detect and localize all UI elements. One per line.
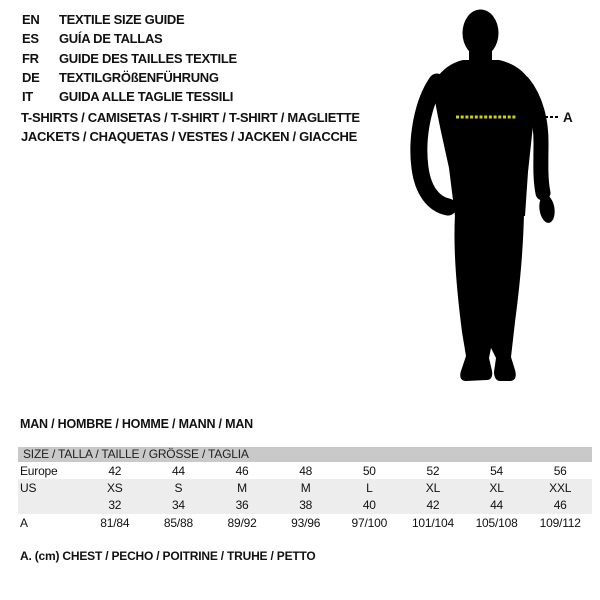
size-cell: 50 [362, 463, 376, 478]
size-cell: 38 [299, 498, 313, 513]
size-cell: M [237, 481, 247, 496]
size-cell: XS [107, 481, 123, 496]
size-cell: 32 [108, 498, 122, 513]
language-code: FR [22, 50, 39, 66]
language-label: TEXTILGRÖßENFÜHRUNG [59, 70, 219, 86]
language-code: DE [22, 70, 40, 86]
size-cell: XL [425, 481, 441, 496]
size-cell: 46 [235, 463, 249, 478]
size-cell: XXL [549, 481, 572, 496]
row-label: A [20, 515, 28, 530]
language-code: ES [22, 31, 39, 47]
language-label: GUIDE DES TAILLES TEXTILE [59, 50, 237, 66]
size-cell: 56 [553, 463, 567, 478]
size-cell: 109/112 [539, 515, 581, 530]
size-cell: 36 [235, 498, 249, 513]
language-label: TEXTILE SIZE GUIDE [59, 12, 185, 28]
chest-footnote: A. (cm) CHEST / PECHO / POITRINE / TRUHE / PETTO [20, 549, 316, 563]
size-cell: 105/108 [475, 515, 518, 530]
category-tshirts: T-SHIRTS / CAMISETAS / T-SHIRT / T-SHIRT / MAGLIETTE [21, 110, 360, 125]
language-code: EN [22, 12, 40, 28]
size-cell: 40 [362, 498, 376, 513]
size-cell: S [174, 481, 183, 496]
language-label: GUIDA ALLE TAGLIE TESSILI [59, 89, 234, 105]
size-table [18, 447, 592, 532]
size-cell: 81/84 [100, 515, 130, 530]
table-row-numeric [18, 497, 592, 514]
language-code: IT [22, 89, 33, 105]
man-silhouette-shape [419, 10, 556, 382]
size-cell: M [300, 481, 311, 496]
size-cell: 101/104 [411, 515, 454, 530]
row-label: Europe [20, 463, 58, 478]
size-cell: 42 [108, 463, 122, 478]
size-cell: 44 [171, 463, 185, 478]
size-cell: 48 [299, 463, 313, 478]
row-label: US [20, 481, 37, 496]
size-cell: 44 [490, 498, 504, 513]
size-cell: 34 [171, 498, 185, 513]
section-title-man: MAN / HOMBRE / HOMME / MANN / MAN [20, 417, 253, 431]
size-cell: 42 [426, 498, 440, 513]
language-label: GUÍA DE TALLAS [59, 31, 163, 47]
table-row-europe [18, 462, 592, 479]
size-cell: 54 [490, 463, 504, 478]
measure-label-a: A [563, 110, 573, 125]
size-table-header: SIZE / TALLA / TAILLE / GRÖSSE / TAGLIA [18, 447, 592, 462]
table-row-chest [18, 514, 592, 531]
size-cell: 52 [426, 463, 440, 478]
size-cell: 97/100 [351, 515, 388, 530]
size-cell: XL [489, 481, 504, 496]
table-row-us [18, 479, 592, 496]
size-cell: 85/88 [163, 515, 193, 530]
size-cell: L [366, 481, 373, 496]
category-jackets: JACKETS / CHAQUETAS / VESTES / JACKEN / GIACCHE [21, 128, 357, 144]
size-cell: 46 [553, 498, 567, 513]
size-cell: 93/96 [291, 515, 321, 530]
size-cell: 89/92 [227, 515, 257, 530]
